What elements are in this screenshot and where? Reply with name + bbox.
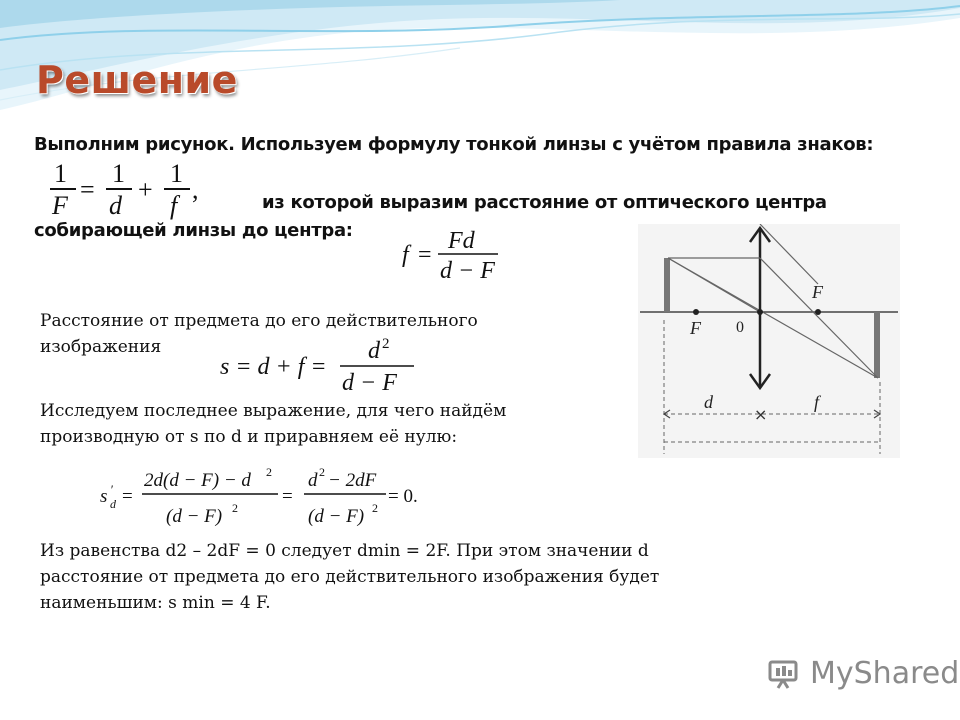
paragraph-derivative: Исследуем последнее выражение, для чего найдём производную от s по d и приравняем её нулю: [40, 401, 507, 447]
svg-text:2: 2 [382, 336, 390, 352]
intro-line-1: Выполним рисунок. Используем формулу тонкой линзы с учётом правила знаков: [34, 134, 874, 155]
svg-text:d: d [368, 338, 380, 364]
label-F-left: F [690, 318, 701, 338]
svg-text:d: d [110, 497, 116, 511]
label-cross: × [754, 405, 768, 424]
svg-text:+: + [138, 175, 153, 204]
focus-point-left [693, 309, 699, 315]
focal-distance-formula [398, 224, 506, 284]
svg-text:d − F: d − F [440, 258, 495, 284]
distance-formula [216, 334, 422, 396]
label-zero: 0 [736, 319, 744, 336]
svg-text:d: d [109, 191, 122, 220]
svg-text:1: 1 [54, 159, 67, 188]
svg-text:=: = [418, 242, 432, 268]
svg-text:d − F: d − F [342, 370, 397, 396]
svg-text:=: = [122, 486, 133, 507]
svg-text:2: 2 [266, 465, 272, 479]
logo-text: MyShared [810, 656, 960, 691]
svg-text:Fd: Fd [448, 228, 475, 254]
svg-text:1: 1 [170, 159, 183, 188]
paragraph-distance: Расстояние от предмета до его действительного изображения [40, 311, 478, 357]
optical-center-point [757, 309, 763, 315]
svg-text:f: f [170, 191, 178, 220]
myshared-logo [768, 656, 959, 691]
svg-text:− 2dF: − 2dF [328, 470, 377, 491]
lens-formula [46, 158, 202, 220]
svg-text:(d − F): (d − F) [308, 506, 365, 527]
svg-text:(d − F): (d − F) [166, 506, 223, 527]
lens-diagram [638, 224, 900, 458]
svg-text:2d(d − F) − d: 2d(d − F) − d [144, 470, 251, 491]
svg-text:′: ′ [110, 482, 113, 497]
svg-text:s = d + f =: s = d + f = [220, 354, 327, 380]
slide-title: Решение [36, 58, 238, 102]
intro-line-2: из которой выразим расстояние от оптического центра [262, 192, 827, 213]
presentation-screen-icon [768, 658, 804, 690]
svg-text:1: 1 [112, 159, 125, 188]
svg-text:=: = [282, 486, 293, 507]
paragraph-conclusion: Из равенства d2 – 2dF = 0 следует dmin = 2F. При этом значении d расстояние от предмета до его действительного изображения будет наименьшим: s min = 4 F. [40, 541, 660, 613]
svg-text:= 0.: = 0. [388, 486, 418, 507]
svg-text:s: s [100, 486, 108, 507]
svg-text:,: , [192, 175, 199, 204]
intro-line-3: собирающей линзы до центра: [34, 220, 353, 241]
focus-point-right [815, 309, 821, 315]
svg-text:2: 2 [232, 501, 238, 515]
label-f: f [814, 392, 820, 412]
svg-text:f: f [402, 242, 409, 268]
label-F-right: F [812, 282, 823, 302]
svg-text:F: F [52, 191, 68, 220]
svg-text:=: = [80, 175, 95, 204]
svg-text:2: 2 [372, 501, 378, 515]
derivative-formula [96, 464, 422, 538]
svg-text:d: d [308, 470, 318, 491]
label-d: d [704, 392, 713, 412]
svg-text:2: 2 [319, 465, 325, 479]
